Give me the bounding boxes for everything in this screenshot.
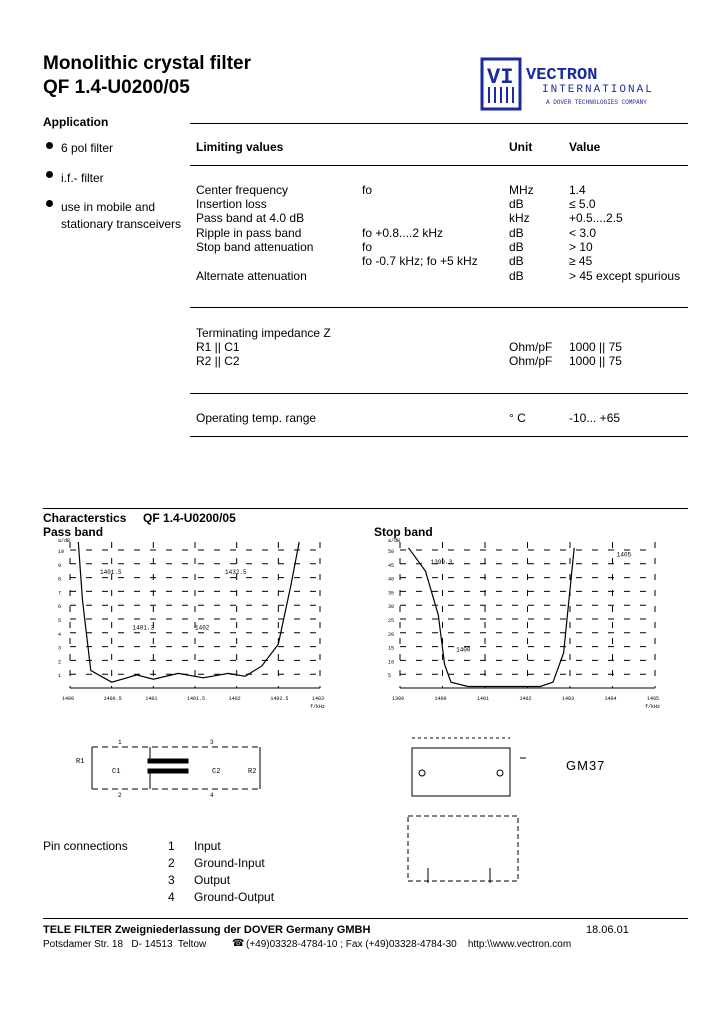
divider bbox=[190, 165, 688, 166]
annotation-label: 1401.3 bbox=[132, 624, 155, 632]
circuit-schematic bbox=[70, 735, 270, 800]
temp-param: Operating temp. range bbox=[196, 411, 317, 425]
imp-param: Terminating impedance Z bbox=[196, 326, 331, 340]
imp-value: 1000 || 75 bbox=[569, 340, 622, 354]
package-drawing bbox=[400, 728, 530, 893]
y-tick-label: 15 bbox=[388, 645, 395, 652]
row-unit: MHz bbox=[509, 183, 534, 197]
r1-label: R1 bbox=[76, 758, 85, 766]
divider bbox=[190, 123, 688, 124]
x-tick-label: 1401 bbox=[145, 696, 158, 702]
pin-num: 2 bbox=[168, 856, 175, 870]
row-param: Alternate attenuation bbox=[196, 269, 307, 283]
pin-num: 3 bbox=[168, 873, 175, 887]
row-value: > 45 except spurious bbox=[569, 269, 681, 283]
y-axis-label: a/dB bbox=[58, 538, 71, 544]
x-tick-label: 1399 bbox=[392, 696, 405, 702]
x-tick-label: 1402.5 bbox=[270, 696, 289, 702]
row-param: Insertion loss bbox=[196, 197, 267, 211]
divider bbox=[43, 508, 688, 509]
r2-label: R2 bbox=[248, 768, 257, 776]
row-param: Pass band at 4.0 dB bbox=[196, 211, 305, 225]
pin-1-label: 1 bbox=[118, 739, 122, 746]
x-tick-label: 1404 bbox=[604, 696, 617, 702]
row-cond: fo bbox=[362, 183, 373, 197]
y-tick-label: 20 bbox=[388, 631, 395, 638]
row-cond: fo -0.7 kHz; fo +5 kHz bbox=[362, 254, 478, 268]
y-tick-label: 4 bbox=[58, 631, 62, 638]
x-tick-label: 1402 bbox=[228, 696, 241, 702]
x-axis-label: f/kHz bbox=[645, 704, 661, 710]
col-header-param: Limiting values bbox=[196, 140, 284, 154]
stop-band-chart bbox=[370, 538, 675, 713]
pin-4-label: 4 bbox=[210, 792, 214, 799]
x-tick-label: 1402 bbox=[519, 696, 532, 702]
pin-2-label: 2 bbox=[118, 792, 122, 799]
annotation-label: 1401.5 bbox=[100, 569, 122, 577]
app-bullet-3: use in mobile and bbox=[61, 200, 156, 214]
stop-band-curve bbox=[409, 548, 575, 687]
row-value: ≥ 45 bbox=[569, 254, 593, 268]
annotation-label: 1399.3 bbox=[430, 558, 453, 566]
row-unit: dB bbox=[509, 254, 524, 268]
stop-band-title: Stop band bbox=[374, 525, 433, 539]
y-tick-label: 10 bbox=[58, 549, 65, 555]
vectron-logo bbox=[480, 57, 680, 115]
y-tick-label: 7 bbox=[58, 590, 62, 597]
imp-unit: Ohm/pF bbox=[509, 354, 553, 368]
pin-name: Ground-Input bbox=[194, 856, 265, 870]
y-tick-label: 8 bbox=[58, 576, 62, 583]
y-tick-label: 40 bbox=[388, 576, 395, 583]
bullet-dot bbox=[46, 142, 53, 149]
y-tick-label: 9 bbox=[58, 562, 62, 569]
row-unit: dB bbox=[509, 240, 524, 254]
row-param: Ripple in pass band bbox=[196, 226, 302, 240]
application-heading: Application bbox=[43, 115, 109, 129]
svg-text:A DOVER TECHNOLOGIES COMPANY: A DOVER TECHNOLOGIES COMPANY bbox=[546, 99, 647, 106]
pin-name: Output bbox=[194, 873, 231, 887]
row-unit: dB bbox=[509, 197, 524, 211]
annotation-label: 1405 bbox=[616, 551, 632, 559]
x-tick-label: 1400 bbox=[62, 696, 75, 702]
x-tick-label: 1400.5 bbox=[103, 696, 122, 702]
y-tick-label: 5 bbox=[58, 618, 62, 624]
y-tick-label: 1 bbox=[58, 673, 62, 680]
x-tick-label: 1401.5 bbox=[187, 696, 206, 702]
pin-num: 1 bbox=[168, 839, 175, 853]
bullet-dot bbox=[46, 200, 53, 207]
pin-name: Input bbox=[194, 839, 221, 853]
x-tick-label: 1401 bbox=[477, 696, 490, 702]
row-value: +0.5....2.5 bbox=[569, 211, 623, 225]
annotation-label: 1402 bbox=[195, 624, 210, 632]
temp-value: -10... +65 bbox=[569, 411, 621, 425]
x-axis-label: f/kHz bbox=[310, 704, 326, 710]
y-tick-label: 10 bbox=[388, 659, 395, 666]
app-bullet-1: 6 pol filter bbox=[61, 141, 114, 155]
row-value: 1.4 bbox=[569, 183, 586, 197]
divider bbox=[190, 393, 688, 394]
svg-text:VI: VI bbox=[487, 65, 514, 90]
x-tick-label: 1403 bbox=[312, 696, 325, 702]
characteristics-heading: Characterstics QF 1.4-U0200/05 bbox=[43, 511, 236, 525]
x-tick-label: 1400 bbox=[434, 696, 447, 702]
divider bbox=[43, 918, 688, 919]
divider bbox=[190, 436, 688, 437]
footer-address: Potsdamer Str. 18 D- 14513 Teltow bbox=[43, 939, 207, 950]
y-tick-label: 6 bbox=[58, 604, 62, 611]
imp-param: R2 || C2 bbox=[196, 354, 240, 368]
title-line-1: Monolithic crystal filter bbox=[43, 53, 251, 74]
pass-band-chart bbox=[55, 538, 345, 713]
row-value: < 3.0 bbox=[569, 226, 597, 240]
svg-text:VECTRON: VECTRON bbox=[526, 66, 598, 85]
annotation-label: 1400 bbox=[456, 646, 471, 654]
imp-value: 1000 || 75 bbox=[569, 354, 622, 368]
pin-3-label: 3 bbox=[210, 739, 214, 746]
y-tick-label: 30 bbox=[388, 604, 395, 611]
y-tick-label: 25 bbox=[388, 618, 395, 624]
x-tick-label: 1403 bbox=[562, 696, 575, 702]
y-tick-label: 35 bbox=[388, 590, 395, 597]
y-tick-label: 3 bbox=[58, 645, 62, 652]
app-bullet-4: stationary transceivers bbox=[61, 217, 182, 231]
pass-band-title: Pass band bbox=[43, 525, 104, 539]
bullet-dot bbox=[46, 171, 53, 178]
phone-icon: ☎ bbox=[232, 938, 245, 949]
annotation-label: 1432.5 bbox=[225, 569, 247, 577]
y-tick-label: 50 bbox=[388, 549, 395, 555]
footer-contact: (+49)03328-4784-10 ; Fax (+49)03328-4784-30 http:\\www.vectron.com bbox=[246, 939, 572, 950]
y-tick-label: 2 bbox=[58, 659, 62, 666]
pin-num: 4 bbox=[168, 890, 175, 904]
row-unit: kHz bbox=[509, 211, 530, 225]
row-value: ≤ 5.0 bbox=[569, 197, 596, 211]
pin-name: Ground-Output bbox=[194, 890, 275, 904]
row-cond: fo +0.8....2 kHz bbox=[362, 226, 444, 240]
svg-text:INTERNATIONAL: INTERNATIONAL bbox=[542, 84, 654, 96]
row-unit: dB bbox=[509, 269, 524, 283]
divider bbox=[190, 307, 688, 308]
imp-unit: Ohm/pF bbox=[509, 340, 553, 354]
row-value: > 10 bbox=[569, 240, 593, 254]
col-header-value: Value bbox=[569, 140, 601, 154]
pin-connections-heading: Pin connections bbox=[43, 839, 128, 853]
c2-label: C2 bbox=[212, 768, 221, 776]
app-bullet-2: i.f.- filter bbox=[61, 171, 104, 185]
temp-unit: ° C bbox=[509, 411, 526, 425]
footer-company: TELE FILTER Zweigniederlassung der DOVER Germany GMBH bbox=[43, 924, 371, 936]
y-tick-label: 45 bbox=[388, 562, 395, 569]
x-tick-label: 1405 bbox=[647, 696, 660, 702]
y-tick-label: 5 bbox=[388, 673, 392, 680]
col-header-unit: Unit bbox=[509, 140, 533, 154]
footer-date: 18.06.01 bbox=[586, 924, 629, 936]
row-param: Stop band attenuation bbox=[196, 240, 314, 254]
row-param: Center frequency bbox=[196, 183, 289, 197]
package-label: GM37 bbox=[566, 758, 606, 773]
c1-label: C1 bbox=[112, 768, 121, 776]
row-cond: fo bbox=[362, 240, 373, 254]
title-line-2: QF 1.4-U0200/05 bbox=[43, 77, 190, 98]
row-unit: dB bbox=[509, 226, 524, 240]
y-axis-label: a/dB bbox=[388, 538, 401, 544]
imp-param: R1 || C1 bbox=[196, 340, 240, 354]
